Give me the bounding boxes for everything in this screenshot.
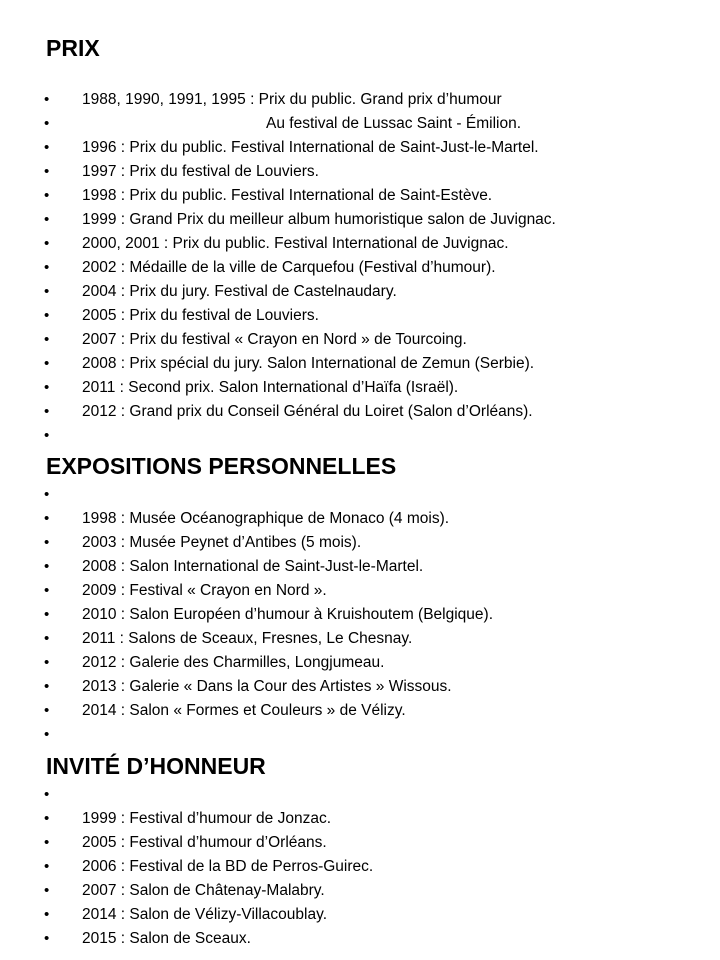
bullet-icon: • (44, 702, 50, 719)
list-item-text: 1988, 1990, 1991, 1995 : Prix du public. Grand prix d’humour (82, 91, 502, 108)
bullet-icon: • (44, 211, 50, 228)
bullet-icon: • (44, 678, 50, 695)
bullet-icon: • (44, 331, 50, 348)
bullet-icon: • (44, 259, 50, 276)
bullet-icon: • (44, 91, 50, 108)
list-item-text: 1998 : Prix du public. Festival International de Saint-Estève. (82, 187, 493, 204)
section-title-invite: INVITÉ D’HONNEUR (46, 753, 266, 779)
bullet-icon: • (44, 510, 50, 527)
bullet-icon: • (44, 858, 50, 875)
list-item-text: 2006 : Festival de la BD de Perros-Guirec. (82, 858, 374, 875)
list-item-text: 2008 : Prix spécial du jury. Salon International de Zemun (Serbie). (82, 355, 535, 372)
list-item-text: 2012 : Grand prix du Conseil Général du Loiret (Salon d’Orléans). (82, 403, 533, 420)
bullet-icon: • (44, 427, 50, 444)
bullet-icon: • (44, 786, 50, 803)
list-item-text: 2007 : Prix du festival « Crayon en Nord » de Tourcoing. (82, 331, 467, 348)
list-item-text: 2011 : Second prix. Salon International d’Haïfa (Israël). (82, 379, 459, 396)
bullet-icon: • (44, 882, 50, 899)
list-item-text: 1998 : Musée Océanographique de Monaco (4 mois). (82, 510, 450, 527)
bullet-icon: • (44, 630, 50, 647)
list-item-text: 2005 : Prix du festival de Louviers. (82, 307, 319, 324)
list-item-text: 2000, 2001 : Prix du public. Festival International de Juvignac. (82, 235, 509, 252)
list-item-text: 1999 : Grand Prix du meilleur album humoristique salon de Juvignac. (82, 211, 556, 228)
list-item-text: 1997 : Prix du festival de Louviers. (82, 163, 319, 180)
bullet-icon: • (44, 486, 50, 503)
bullet-icon: • (44, 379, 50, 396)
section-title-prix: PRIX (46, 35, 100, 61)
bullet-icon: • (44, 163, 50, 180)
list-item-text: 2009 : Festival « Crayon en Nord ». (82, 582, 327, 599)
section-title-expositions: EXPOSITIONS PERSONNELLES (46, 453, 397, 479)
bullet-icon: • (44, 235, 50, 252)
list-item-text: 2013 : Galerie « Dans la Cour des Artistes » Wissous. (82, 678, 452, 695)
bullet-icon: • (44, 930, 50, 947)
bullet-icon: • (44, 606, 50, 623)
bullet-icon: • (44, 654, 50, 671)
list-item-text: 2010 : Salon Européen d’humour à Kruishoutem (Belgique). (82, 606, 494, 623)
list-item-text: 2008 : Salon International de Saint-Just-le-Martel. (82, 558, 424, 575)
bullet-icon: • (44, 906, 50, 923)
list-item-text: 1999 : Festival d’humour de Jonzac. (82, 810, 331, 827)
bullet-icon: • (44, 307, 50, 324)
list-item-text: 2002 : Médaille de la ville de Carquefou (Festival d’humour). (82, 259, 496, 276)
bullet-icon: • (44, 115, 50, 132)
bullet-icon: • (44, 534, 50, 551)
list-item-text: 2012 : Galerie des Charmilles, Longjumeau. (82, 654, 385, 671)
bullet-icon: • (44, 403, 50, 420)
list-item-text: 2005 : Festival d’humour d’Orléans. (82, 834, 327, 851)
list-item-text: 2011 : Salons de Sceaux, Fresnes, Le Chesnay. (82, 630, 413, 647)
bullet-icon: • (44, 810, 50, 827)
list-item-text: 2015 : Salon de Sceaux. (82, 930, 251, 947)
bullet-icon: • (44, 726, 50, 743)
bullet-icon: • (44, 558, 50, 575)
list-item-text: 2007 : Salon de Châtenay-Malabry. (82, 882, 325, 899)
bullet-icon: • (44, 355, 50, 372)
list-item-text: Au festival de Lussac Saint - Émilion. (266, 115, 522, 132)
bullet-icon: • (44, 187, 50, 204)
list-item-text: 2014 : Salon de Vélizy-Villacoublay. (82, 906, 327, 923)
list-item-text: 2004 : Prix du jury. Festival de Castelnaudary. (82, 283, 397, 300)
list-item-text: 1996 : Prix du public. Festival International de Saint-Just-le-Martel. (82, 139, 539, 156)
bullet-icon: • (44, 283, 50, 300)
list-item-text: 2003 : Musée Peynet d’Antibes (5 mois). (82, 534, 362, 551)
list-item-text: 2014 : Salon « Formes et Couleurs » de Vélizy. (82, 702, 406, 719)
bullet-icon: • (44, 582, 50, 599)
bullet-icon: • (44, 834, 50, 851)
bullet-icon: • (44, 139, 50, 156)
